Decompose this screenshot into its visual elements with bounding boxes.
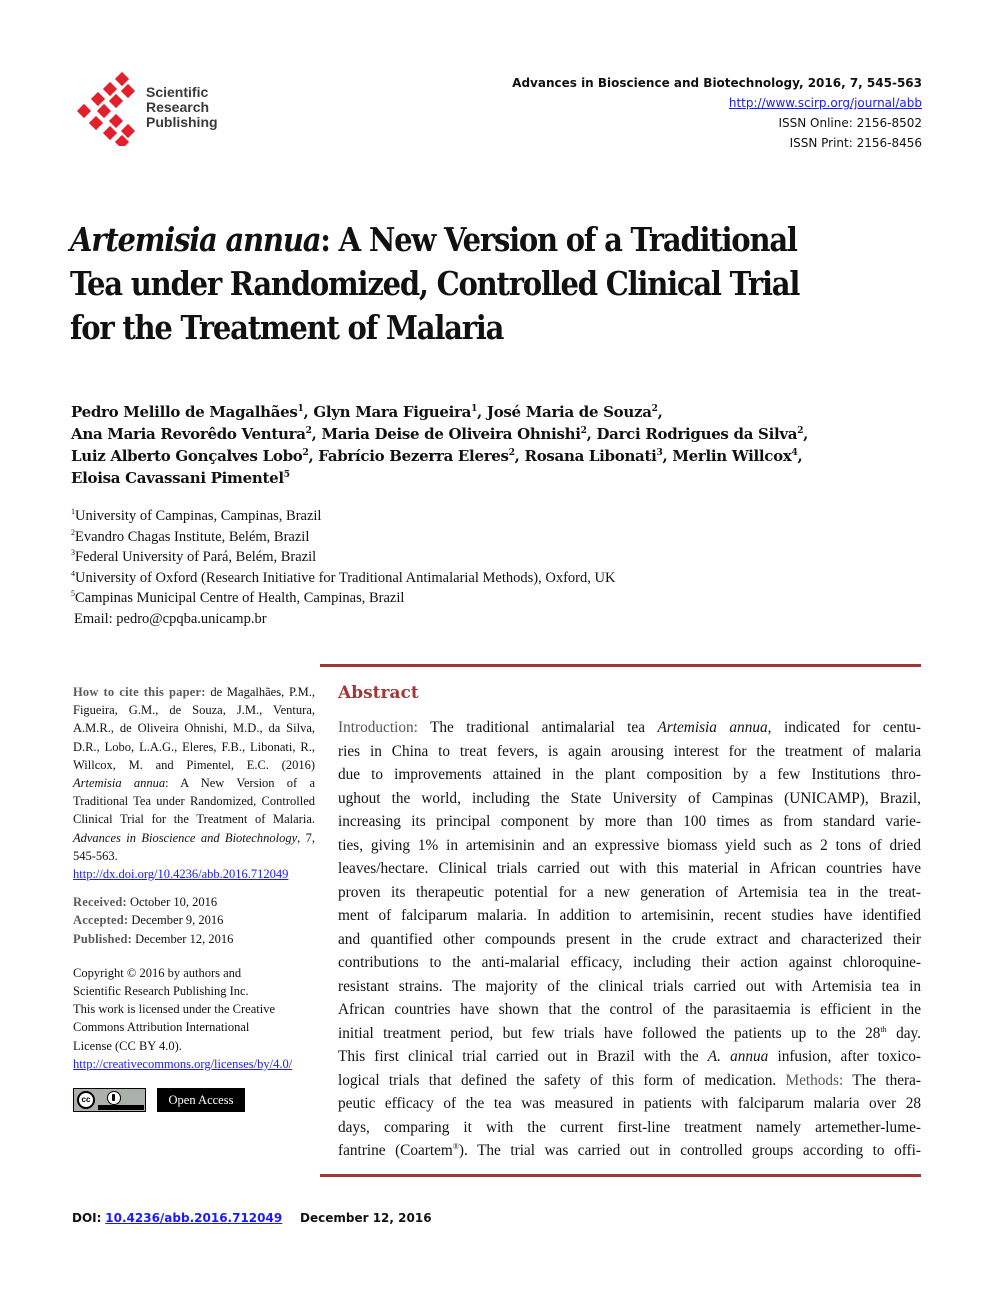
issn-online: ISSN Online: 2156-8502 bbox=[778, 116, 922, 130]
abstract-text: African countries have shown that the control of the parasitaemia is efficient in the bbox=[338, 1001, 921, 1018]
abstract-text: ment of falciparum malaria. In addition to artemisinin, recent studies have identified bbox=[338, 907, 921, 924]
received-value: October 10, 2016 bbox=[126, 895, 218, 910]
title-text: Tea under Randomized, Controlled Clinical Trial bbox=[70, 264, 800, 303]
page-footer bbox=[72, 1211, 432, 1225]
abstract-text: This first clinical trial carried out in Brazil with the bbox=[338, 1048, 708, 1065]
cc-icon: cc bbox=[77, 1091, 95, 1109]
license-link[interactable]: http://creativecommons.org/licenses/by/4.0/ bbox=[73, 1056, 293, 1071]
abstract-body bbox=[338, 716, 921, 1163]
journal-url-link[interactable]: http://www.scirp.org/journal/abb bbox=[728, 96, 922, 110]
publisher-logo bbox=[72, 70, 242, 146]
abstract-line bbox=[338, 763, 921, 787]
affiliation-number: 1 bbox=[71, 507, 75, 517]
copyright-line: Scientific Research Publishing Inc. bbox=[73, 984, 249, 999]
affiliation-marker: 2 bbox=[302, 448, 309, 458]
scirp-diamond-logo-icon bbox=[72, 70, 144, 146]
section-label: Methods: bbox=[785, 1071, 844, 1089]
author-name: Eloisa Cavassani Pimentel bbox=[71, 469, 284, 487]
abstract-line bbox=[338, 716, 921, 740]
abstract-line bbox=[338, 975, 921, 999]
abstract-line bbox=[338, 1139, 921, 1163]
received-date bbox=[73, 893, 315, 911]
author-name: Maria Deise de Oliveira Ohnishi bbox=[321, 425, 581, 443]
accepted-value: December 9, 2016 bbox=[128, 913, 224, 928]
author-line: Luiz Alberto Gonçalves Lobo$^2$, Fabrício Bezerra Eleres$^2$, Rosana Libonati$^3$, Merlin Willcox$^4$, bbox=[71, 447, 803, 465]
cite-text: : A New Version of a Traditional Tea under Randomized, Controlled Clinical Trial for the Treatment of Malaria. bbox=[73, 776, 315, 827]
publisher-name-line: Research bbox=[146, 99, 210, 115]
abstract-text: and quantified other compounds present in the crude extract and characterized their bbox=[338, 930, 921, 948]
abstract-line bbox=[338, 857, 921, 881]
abstract-text: contributions to the anti-malarial efficacy, including their action against chloroquine- bbox=[338, 954, 921, 971]
abstract-text: logical trials that defined the safety of this form of medication. bbox=[338, 1071, 786, 1089]
author-name: Luiz Alberto Gonçalves Lobo bbox=[71, 447, 303, 465]
abstract-text: peutic efficacy of the tea was measured in patients with falciparum malaria over 28 bbox=[338, 1095, 921, 1112]
doi-link[interactable]: 10.4236/abb.2016.712049 bbox=[105, 1211, 283, 1225]
published-label: Published: bbox=[73, 931, 132, 946]
abstract-text: due to improvements attained in the plant composition by a few Institutions thro- bbox=[338, 766, 921, 783]
copyright-line: This work is licensed under the Creative bbox=[73, 1002, 276, 1017]
abstract-top-rule bbox=[320, 664, 921, 667]
affiliation-number: 5 bbox=[71, 589, 75, 599]
affiliation-marker: 2 bbox=[508, 448, 515, 458]
received-label: Received: bbox=[73, 895, 127, 910]
cite-doi-link[interactable]: http://dx.doi.org/10.4236/abb.2016.712049 bbox=[73, 867, 289, 882]
affiliation-marker: 2 bbox=[305, 426, 312, 436]
abstract-text: ughout the world, including the State University of Campinas (UNICAMP), Brazil, bbox=[338, 789, 921, 807]
author-list bbox=[71, 401, 931, 489]
superscript: th bbox=[880, 1024, 887, 1034]
affiliation-marker: 2 bbox=[651, 404, 658, 414]
abstract-line bbox=[338, 810, 921, 834]
abstract-text: days, comparing it with the current first-line treatment namely artemether-lume- bbox=[338, 1118, 921, 1136]
author-line: Pedro Melillo de Magalhães$^1$, Glyn Mara Figueira$^1$, José Maria de Souza$^2$, bbox=[71, 403, 663, 421]
accepted-date bbox=[73, 911, 315, 929]
abstract-heading: Abstract bbox=[338, 683, 419, 703]
cite-journal: Advances in Bioscience and Biotechnology bbox=[73, 830, 298, 845]
affiliation-marker: 5 bbox=[283, 470, 290, 480]
abstract-text: ties, giving 1% in artemisinin and an expressive biomass yield such as 2 tons of dried bbox=[338, 836, 921, 854]
affiliation: $^1$University of Campinas, Campinas, Brazil bbox=[71, 507, 322, 524]
cite-text: de Magalhães, P.M., Figueira, G.M., de Souza, J.M., Ventura, A.M.R., de Oliveira Ohnishi, M.D., da Silva, D.R., Lobo, L.A.G., Eleres, F.B., Libonati, R., Willcox, M. and Pimentel, E.C. (2016) bbox=[73, 685, 316, 772]
affiliation-number: 4 bbox=[71, 568, 75, 578]
title-species: Artemisia annua bbox=[70, 220, 321, 259]
copyright-line: Commons Attribution International bbox=[73, 1020, 250, 1035]
author-name: José Maria de Souza bbox=[486, 403, 652, 421]
journal-info bbox=[512, 73, 922, 153]
article-dates bbox=[73, 893, 315, 948]
abstract-line bbox=[338, 881, 921, 905]
publisher-name-line: Scientific bbox=[146, 84, 209, 100]
abstract-line bbox=[338, 998, 921, 1022]
abstract-line bbox=[338, 928, 921, 952]
title-text: : A New Version of a Traditional bbox=[320, 220, 797, 259]
abstract-text: ries in China to treat fevers, is again arousing interest for the treatment of malaria bbox=[338, 742, 921, 760]
author-name: Glyn Mara Figueira bbox=[313, 403, 472, 421]
affiliation: $^4$University of Oxford (Research Initiative for Traditional Antimalarial Methods), Oxford, UK bbox=[71, 568, 616, 586]
abstract-line bbox=[338, 1116, 921, 1140]
title-text: for the Treatment of Malaria bbox=[70, 308, 504, 347]
abstract-line bbox=[338, 1092, 921, 1116]
author-name: Darci Rodrigues da Silva bbox=[596, 425, 798, 443]
copyright-line: Copyright © 2016 by authors and bbox=[73, 965, 242, 980]
article-title bbox=[70, 218, 932, 350]
superscript: ® bbox=[452, 1141, 459, 1151]
section-label: Introduction: bbox=[338, 719, 418, 736]
cc-by-license-icon[interactable] bbox=[73, 1088, 146, 1112]
abstract-text: The traditional antimalarial tea bbox=[417, 719, 658, 736]
copyright-notice bbox=[73, 964, 315, 1073]
abstract-text: ). The trial was carried out in controlled groups according to offi- bbox=[458, 1142, 921, 1159]
abstract-line bbox=[338, 787, 921, 811]
abstract-text: The thera- bbox=[843, 1071, 922, 1089]
doi-label: DOI: bbox=[72, 1211, 102, 1225]
abstract-line bbox=[338, 1045, 921, 1069]
abstract-text: initial treatment period, but few trials have followed the patients up to the 28 bbox=[338, 1024, 881, 1042]
affiliation: $^2$Evandro Chagas Institute, Belém, Brazil bbox=[71, 527, 310, 545]
cite-text: Artemisia annua bbox=[73, 776, 166, 791]
publisher-name-line: Publishing bbox=[146, 114, 218, 130]
abstract-bottom-rule bbox=[320, 1174, 921, 1177]
affiliations bbox=[71, 506, 615, 629]
abstract-line bbox=[338, 904, 921, 928]
affiliation-marker: 3 bbox=[656, 448, 663, 458]
published-date bbox=[73, 930, 315, 948]
cite-text: , 7, 545-563. bbox=[73, 830, 315, 863]
how-to-cite bbox=[73, 683, 315, 883]
author-name: Fabrício Bezerra Eleres bbox=[318, 447, 509, 465]
by-bar bbox=[98, 1105, 144, 1110]
species-name: Artemisia annua bbox=[657, 719, 768, 736]
published-value: December 12, 2016 bbox=[131, 931, 234, 946]
abstract-text: infusion, after toxico- bbox=[768, 1048, 921, 1065]
issn-print: ISSN Print: 2156-8456 bbox=[789, 136, 922, 150]
affiliation: $^5$Campinas Municipal Centre of Health, Campinas, Brazil bbox=[71, 589, 405, 606]
affiliation-number: 3 bbox=[71, 548, 75, 558]
affiliation-marker: 1 bbox=[471, 404, 478, 414]
open-access-badge[interactable]: Open Access bbox=[157, 1088, 245, 1112]
attribution-person-icon bbox=[107, 1091, 121, 1105]
affiliation-marker: 4 bbox=[791, 448, 798, 458]
species-name: A. annua bbox=[707, 1048, 769, 1065]
abstract-text: , indicated for centu- bbox=[767, 719, 921, 736]
author-name: Ana Maria Revorêdo Ventura bbox=[71, 425, 306, 443]
corresponding-email: Email: pedro@cpqba.unicamp.br bbox=[74, 610, 267, 627]
abstract-text: fantrine (Coartem bbox=[338, 1142, 453, 1159]
cite-label: How to cite this paper: bbox=[73, 685, 206, 699]
abstract-text: day. bbox=[886, 1024, 921, 1042]
author-line: Ana Maria Revorêdo Ventura$^2$, Maria Deise de Oliveira Ohnishi$^2$, Darci Rodrigues da Silva$^2$, bbox=[71, 425, 809, 443]
author-line bbox=[71, 467, 931, 489]
author-name: Merlin Willcox bbox=[672, 447, 792, 465]
abstract-line bbox=[338, 740, 921, 764]
publisher-name bbox=[146, 85, 218, 130]
abstract-line bbox=[338, 1069, 921, 1093]
abstract-line bbox=[338, 1022, 921, 1046]
abstract-text: resistant strains. The majority of the clinical trials carried out with Artemisia tea in bbox=[338, 977, 921, 995]
copyright-line: License (CC BY 4.0). bbox=[73, 1038, 182, 1053]
affiliation-marker: 2 bbox=[797, 426, 804, 436]
abstract-line bbox=[338, 951, 921, 975]
accepted-label: Accepted: bbox=[73, 913, 129, 928]
abstract-text: increasing its principal component by more than 100 times as from standard varie- bbox=[338, 813, 921, 830]
abstract-text: leaves/hectare. Clinical trials carried out with this material in African countries have bbox=[338, 860, 921, 877]
abstract-line bbox=[338, 834, 921, 858]
author-name: Rosana Libonati bbox=[524, 447, 657, 465]
abstract-text: proven its therapeutic potential for a new generation of Artemisia tea in the treat- bbox=[338, 883, 921, 901]
affiliation-marker: 1 bbox=[297, 404, 304, 414]
footer-date: December 12, 2016 bbox=[300, 1211, 432, 1225]
article-sidebar bbox=[73, 683, 315, 1073]
journal-citation: Advances in Bioscience and Biotechnology, 2016, 7, 545-563 bbox=[512, 76, 922, 90]
author-name: Pedro Melillo de Magalhães bbox=[71, 403, 298, 421]
affiliation-marker: 2 bbox=[580, 426, 587, 436]
affiliation: $^3$Federal University of Pará, Belém, Brazil bbox=[71, 548, 317, 565]
affiliation-number: 2 bbox=[71, 527, 75, 537]
